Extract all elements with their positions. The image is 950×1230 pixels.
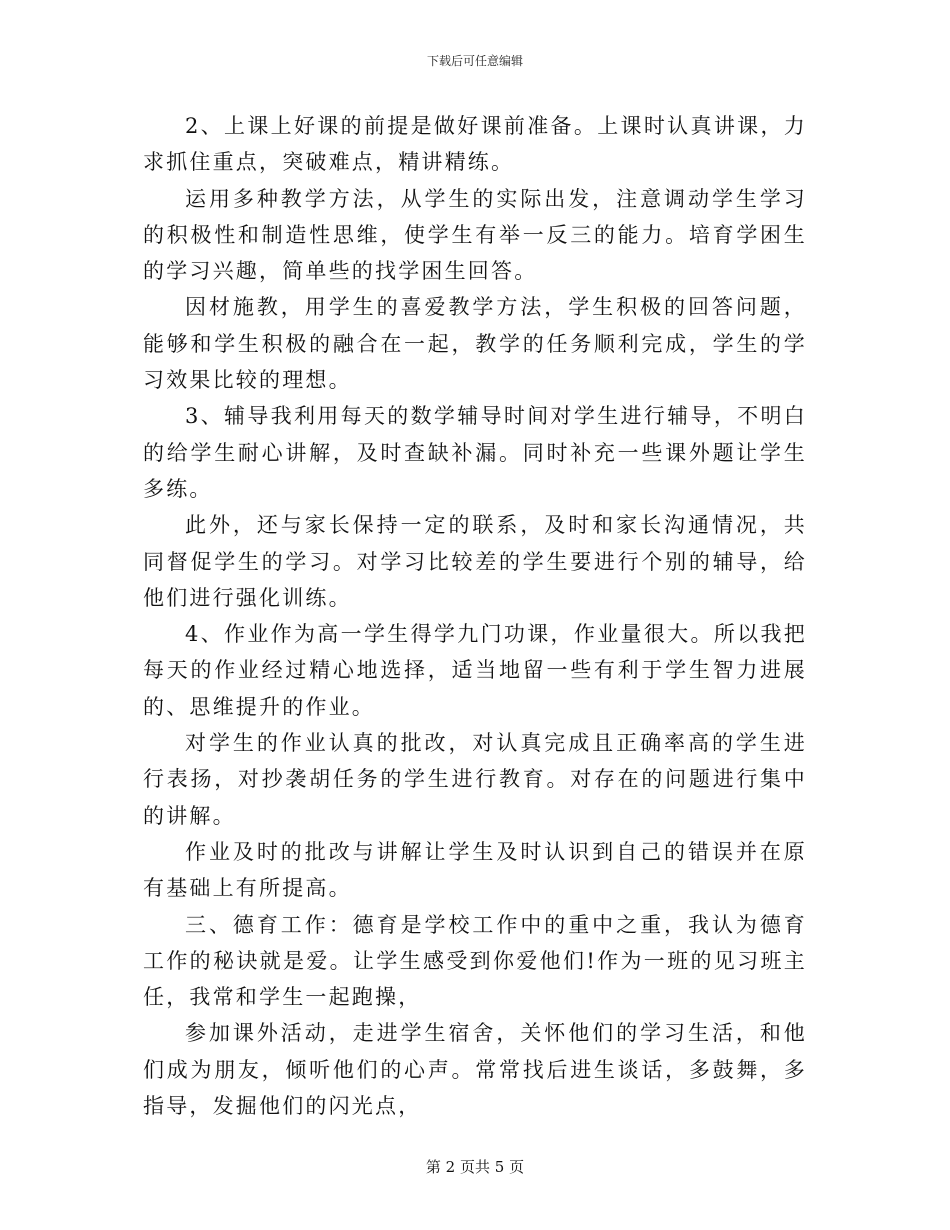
page-header: 下载后可任意编辑	[426, 54, 523, 68]
paragraph-2: 运用多种教学方法，从学生的实际出发，注意调动学生学习的积极性和制造性思维，使学生有举一反三的能力。培育学困生的学习兴趣，简单些的找学困生回答。	[143, 186, 807, 284]
paragraph-7: 对学生的作业认真的批改，对认真完成且正确率高的学生进行表扬，对抄袭胡任务的学生进行教育。对存在的问题进行集中的讲解。	[143, 731, 807, 828]
document-body	[143, 108, 807, 1124]
page-footer: 第 2 页共 5 页	[425, 1158, 525, 1176]
paragraph-1: 2、上课上好课的前提是做好课前准备。上课时认真讲课，力求抓住重点，突破难点，精讲精练。	[143, 114, 807, 175]
paragraph-10: 参加课外活动，走进学生宿舍，关怀他们的学习生活，和他们成为朋友，倾听他们的心声。常常找后进生谈话，多鼓舞，多指导，发掘他们的闪光点，	[143, 1021, 807, 1119]
paragraph-3: 因材施教，用学生的喜爱教学方法，学生积极的回答问题，能够和学生积极的融合在一起，教学的任务顺利完成，学生的学习效果比较的理想。	[143, 295, 807, 393]
paragraph-4: 3、辅导我利用每天的数学辅导时间对学生进行辅导，不明白的给学生耐心讲解，及时查缺补漏。同时补充一些课外题让学生多练。	[143, 404, 807, 501]
paragraph-9: 三、德育工作：德育是学校工作中的重中之重，我认为德育工作的秘诀就是爱。让学生感受到你爱他们!作为一班的见习班主任，我常和学生一起跑操，	[143, 912, 807, 1010]
paragraph-5: 此外，还与家长保持一定的联系，及时和家长沟通情况，共同督促学生的学习。对学习比较差的学生要进行个别的辅导，给他们进行强化训练。	[143, 513, 807, 610]
paragraph-8: 作业及时的批改与讲解让学生及时认识到自己的错误并在原有基础上有所提高。	[143, 839, 807, 901]
paragraph-6: 4、作业作为高一学生得学九门功课，作业量很大。所以我把每天的作业经过精心地选择，适当地留一些有利于学生智力进展的、思维提升的作业。	[143, 622, 807, 719]
